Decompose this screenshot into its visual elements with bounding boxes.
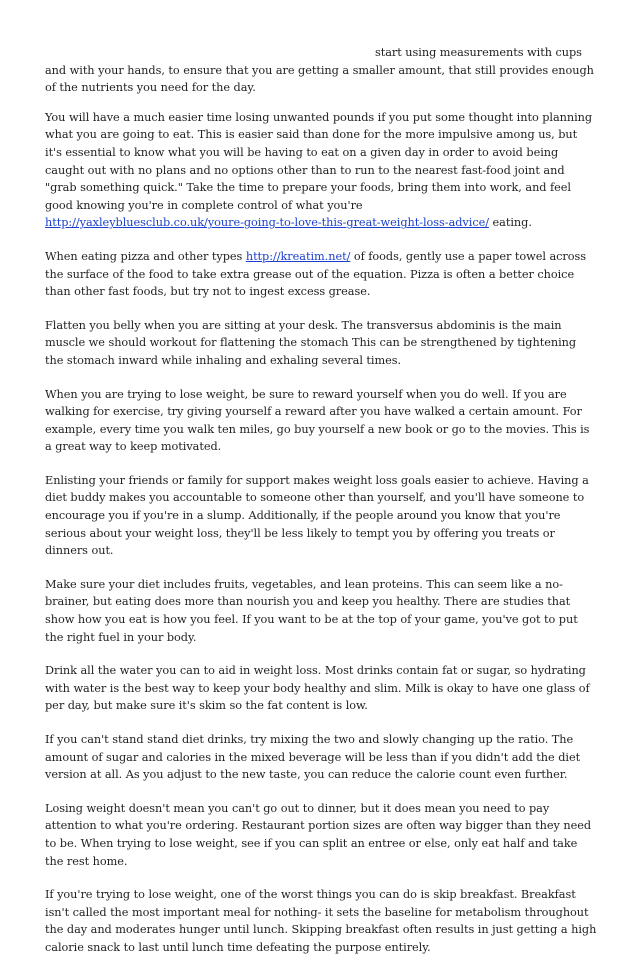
paragraph-portion-control: start using measurements with cups and with your hands, to ensure that you are getting a smaller amount, that still provides enough of the nutrients you need for the day. (45, 46, 594, 95)
paragraph-diet-drinks: If you can't stand stand diet drinks, try mixing the two and slowly changing up the ratio. The amount of sugar and calories in the mixed beverage will be less than if you didn't add the diet version at all. As you adjust to the new taste, you can reduce the calorie count even further. (45, 733, 581, 782)
paragraph-breakfast: If you're trying to lose weight, one of the worst things you can do is skip breakfast. Breakfast isn't called the most important meal for nothing- it sets the baseline for metabolism throughout the day and moderates hunger until lunch. Skipping breakfast often results in just getting a high calorie snack to last until lunch time defeating the purpose entirely. (45, 888, 597, 954)
paragraph-reward-yourself: When you are trying to lose weight, be sure to reward yourself when you do well. If you are walking for exercise, try giving yourself a reward after you have walked a certain amount. For example, every time you walk ten miles, go buy yourself a new book or go to the movies. This is a great way to keep motivated. (45, 387, 590, 454)
paragraph-text: of foods, gently use a paper towel across the surface of the food to take extra grease out of the equation. Pizza is often a better choice than other fast foods, but try not to ingest excess grease. (45, 249, 587, 299)
paragraph-meal-planning (45, 109, 597, 232)
paragraph-flatten-belly: Flatten you belly when you are sitting at your desk. The transversus abdominis is the main muscle we should workout for flattening the stomach This can be strengthened by tightening the stomach inward while inhaling and exhaling several times. (45, 318, 577, 367)
paragraph-dining-out: Losing weight doesn't mean you can't go out to dinner, but it does mean you need to pay attention to what you're ordering. Restaurant portion sizes are often way bigger than they need to be. When trying to lose weight, see if you can split an entree or else, only eat half and take the rest home. (45, 801, 592, 868)
kreatim-link[interactable]: http://kreatim.net/ (245, 249, 351, 263)
paragraph-text: eating. (489, 216, 532, 230)
paragraph-diet-includes: Make sure your diet includes fruits, vegetables, and lean proteins. This can seem like a no-brainer, but eating does more than nourish you and keep you healthy. There are studies that show how you eat is how you feel. If you want to be at the top of your game, you've got to put the right fuel in your body. (45, 577, 578, 644)
paragraph-text: You will have a much easier time losing unwanted pounds if you put some thought into planning what you are going to eat. This is easier said than done for the more impulsive among us, but it's essential to know what you will be having to eat on a given day in order to avoid being caught out with no plans and no options other than to run to the nearest fast-food joint and "grab something quick." Take the time to prepare your foods, bring them into work, and feel good knowing you're in complete control of what you're (45, 110, 593, 212)
paragraph-pizza-grease (45, 248, 597, 301)
document-page (45, 44, 597, 973)
yaxleybluesclub-link[interactable]: http://yaxleybluesclub.co.uk/youre-going-to-love-this-great-weight-loss-advice/ (45, 216, 489, 230)
paragraph-support: Enlisting your friends or family for support makes weight loss goals easier to achieve. Having a diet buddy makes you accountable to someone other than yourself, and you'll have someone to encourage you if you're in a slump. Additionally, if the people around you know that you're serious about your weight loss, they'll be less likely to tempt you by offering you treats or dinners out. (45, 473, 589, 558)
paragraph-text: When eating pizza and other types (45, 249, 246, 263)
paragraph-drink-water: Drink all the water you can to aid in weight loss. Most drinks contain fat or sugar, so hydrating with water is the best way to keep your body healthy and slim. Milk is okay to have one glass of per day, but make sure it's skim so the fat content is low. (45, 664, 590, 713)
